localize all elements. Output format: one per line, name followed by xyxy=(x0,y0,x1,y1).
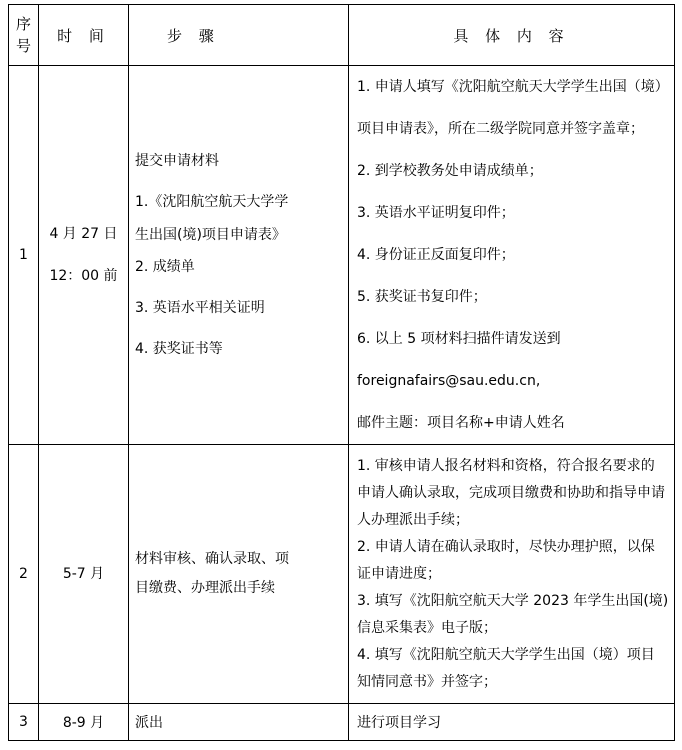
time-line: 12：00 前 xyxy=(49,268,118,284)
detail-line: 1. 审核申请人报名材料和资格，符合报名要求的 xyxy=(357,457,655,474)
detail-line: 进行项目学习 xyxy=(357,715,441,731)
header-row xyxy=(9,5,675,66)
row-step xyxy=(129,704,349,741)
header-no-line2: 号 xyxy=(15,37,31,55)
email-address: foreignafairs@sau.edu.cn, xyxy=(357,373,541,389)
step-line: 3. 英语水平相关证明 xyxy=(135,299,265,316)
step-line: 4. 获奖证书等 xyxy=(135,340,223,357)
detail-line: 4. 填写《沈阳航空航天大学学生出国（境）项目 xyxy=(357,646,655,663)
detail-line: 证申请进度； xyxy=(357,565,441,582)
detail-line: 申请人确认录取，完成项目缴费和协助和指导申请 xyxy=(357,484,665,501)
detail-line: 3. 英语水平证明复印件； xyxy=(357,205,515,221)
table-row xyxy=(9,66,675,445)
table-row xyxy=(9,445,675,704)
header-step: 步 骤 xyxy=(129,5,349,66)
row-time xyxy=(39,66,129,445)
step-line: 1.《沈阳航空航天大学学 xyxy=(135,193,289,210)
step-line: 目缴费、办理派出手续 xyxy=(135,580,275,596)
row-step xyxy=(129,66,349,445)
row-no: 3 xyxy=(9,704,39,741)
step-line: 派出 xyxy=(135,715,163,731)
row-detail xyxy=(349,445,675,704)
step-line: 生出国(境)项目申请表》 xyxy=(135,226,286,243)
detail-line: 5. 获奖证书复印件； xyxy=(357,289,487,305)
step-line: 提交申请材料 xyxy=(135,152,219,169)
detail-line: 2. 到学校教务处申请成绩单； xyxy=(357,163,543,179)
time-line: 5-7 月 xyxy=(62,566,105,582)
detail-line: 知情同意书》并签字； xyxy=(357,673,497,690)
detail-line: 邮件主题：项目名称+申请人姓名 xyxy=(357,415,565,431)
row-no: 2 xyxy=(9,445,39,704)
row-detail xyxy=(349,704,675,741)
header-no-line1: 序 xyxy=(15,15,31,33)
header-detail: 具 体 内 容 xyxy=(349,5,675,66)
schedule-table xyxy=(8,4,675,741)
detail-line: 6. 以上 5 项材料扫描件请发送到 xyxy=(357,331,561,347)
time-line: 4 月 27 日 xyxy=(49,226,118,242)
detail-line: 3. 填写《沈阳航空航天大学 2023 年学生出国(境) xyxy=(357,592,669,609)
detail-line: 信息采集表》电子版； xyxy=(357,619,497,636)
row-time: 8-9 月 xyxy=(39,704,129,741)
header-no xyxy=(9,5,39,66)
step-line: 2. 成绩单 xyxy=(135,258,195,275)
row-no: 1 xyxy=(9,66,39,445)
row-step xyxy=(129,445,349,704)
row-time xyxy=(39,445,129,704)
detail-line: 人办理派出手续； xyxy=(357,511,469,528)
detail-line: 2. 申请人请在确认录取时，尽快办理护照，以保 xyxy=(357,538,655,555)
detail-line: 项目申请表》，所在二级学院同意并签字盖章； xyxy=(357,121,644,137)
detail-line: 1. 申请人填写《沈阳航空航天大学学生出国（境） xyxy=(357,79,669,95)
step-line: 材料审核、确认录取、项 xyxy=(135,551,289,567)
header-time: 时 间 xyxy=(39,5,129,66)
row-detail xyxy=(349,66,675,445)
detail-line: 4. 身份证正反面复印件； xyxy=(357,247,515,263)
table-row xyxy=(9,704,675,741)
